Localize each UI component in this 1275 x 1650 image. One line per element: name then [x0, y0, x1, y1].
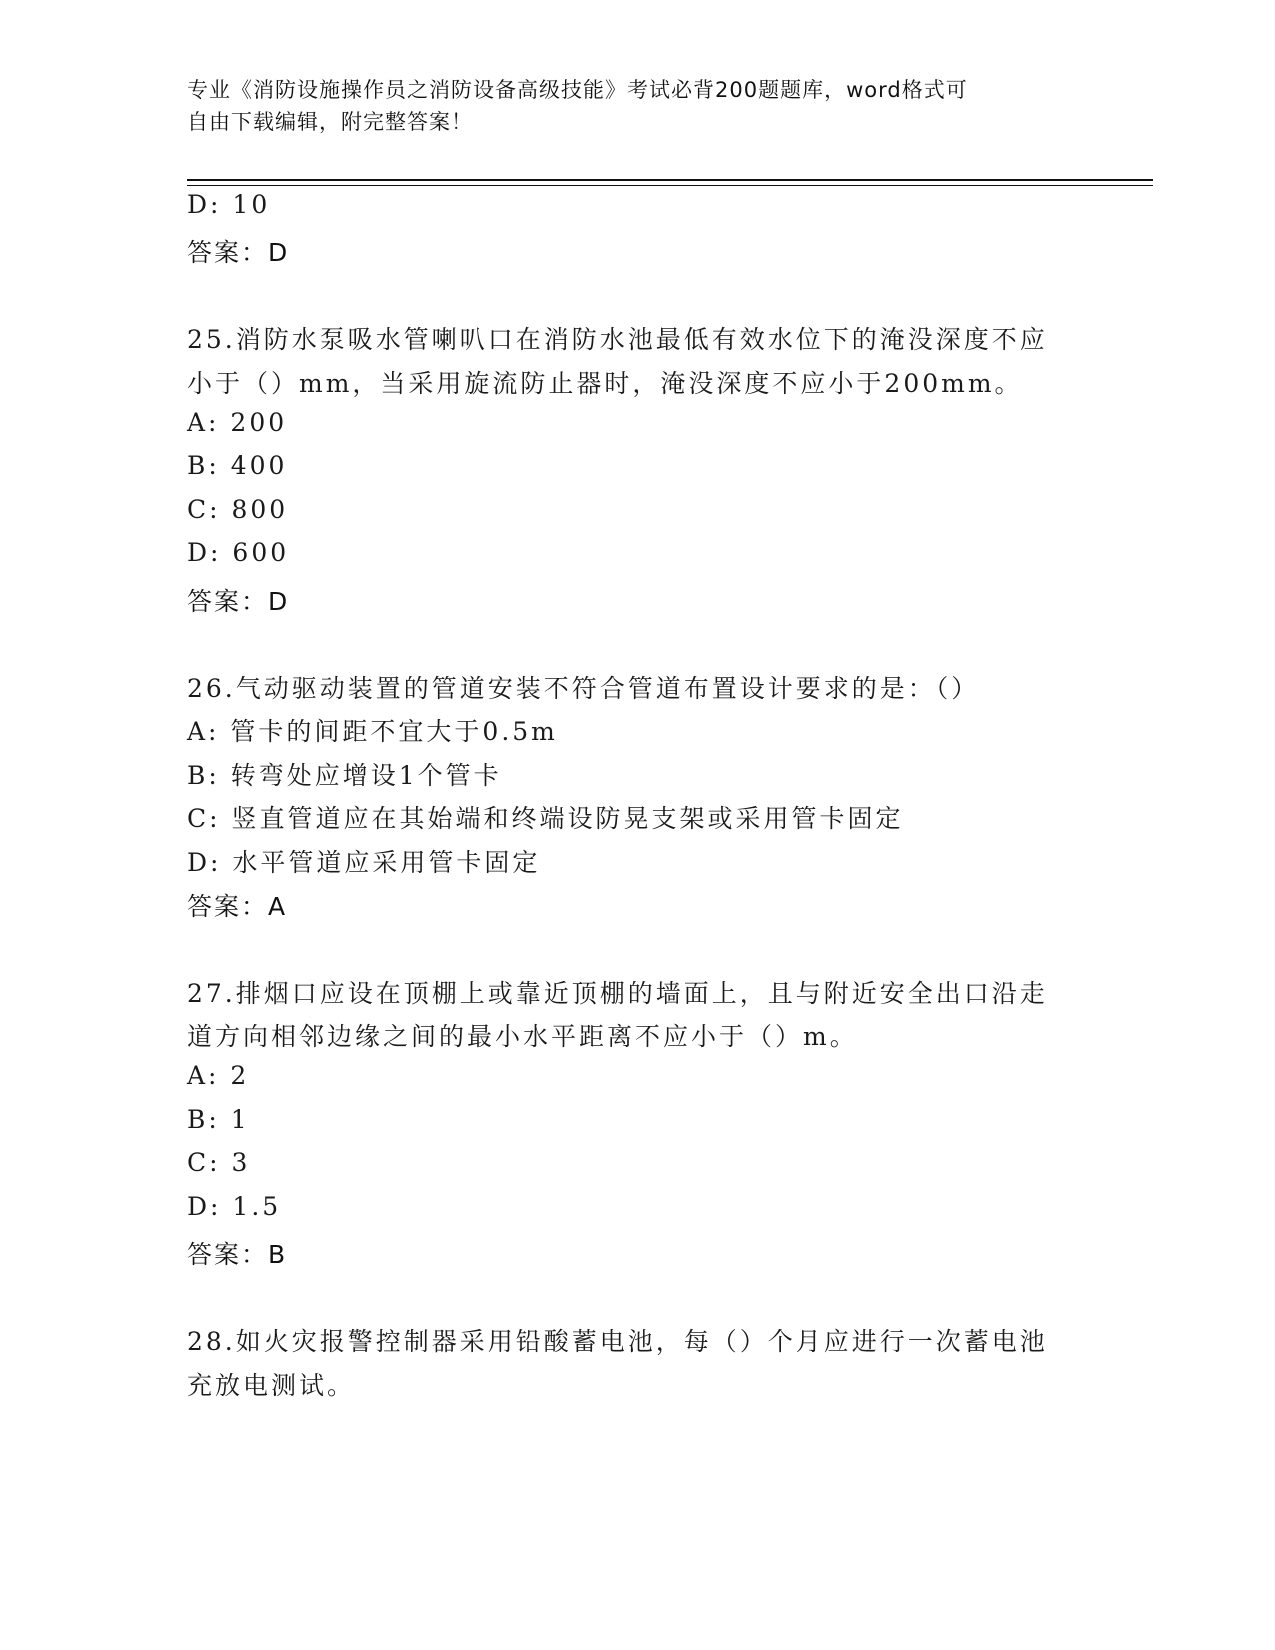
q28-stem-line-2: 充放电测试。	[187, 1371, 356, 1400]
prev-answer: 答案：D	[187, 238, 290, 267]
q27-stem-line-1: 27.排烟口应设在顶棚上或靠近顶棚的墙面上，且与附近安全出口沿走	[187, 979, 1048, 1008]
q26-option-c: C: 竖直管道应在其始端和终端设防晃支架或采用管卡固定	[187, 804, 904, 833]
q25-option-a: A: 200	[187, 408, 288, 437]
q27-option-a: A: 2	[187, 1061, 250, 1090]
q26-option-a: A: 管卡的间距不宜大于0.5m	[187, 717, 558, 746]
q28-stem-line-1: 28.如火灾报警控制器采用铅酸蓄电池，每（）个月应进行一次蓄电池	[187, 1327, 1048, 1356]
document-header	[187, 74, 1087, 138]
header-divider-thick	[187, 179, 1153, 181]
q25-option-c: C: 800	[187, 495, 289, 524]
q26-option-d: D: 水平管道应采用管卡固定	[187, 848, 541, 877]
header-divider-thin	[187, 185, 1153, 186]
prev-option-d: D: 10	[187, 190, 271, 219]
header-line-1: 专业《消防设施操作员之消防设备高级技能》考试必背200题题库，word格式可	[187, 78, 968, 102]
q26-stem-line-1: 26.气动驱动装置的管道安装不符合管道布置设计要求的是：（）	[187, 674, 980, 703]
q25-stem-line-2: 小于（）mm，当采用旋流防止器时，淹没深度不应小于200mm。	[187, 369, 1023, 398]
q27-option-b: B: 1	[187, 1105, 250, 1134]
header-line-2: 自由下载编辑，附完整答案！	[187, 110, 473, 134]
q25-stem-line-1: 25.消防水泵吸水管喇叭口在消防水池最低有效水位下的淹没深度不应	[187, 325, 1048, 354]
q27-option-c: C: 3	[187, 1148, 251, 1177]
q26-option-b: B: 转弯处应增设1个管卡	[187, 761, 502, 790]
q25-option-b: B: 400	[187, 451, 288, 480]
q25-answer: 答案：D	[187, 587, 290, 616]
q27-answer: 答案：B	[187, 1240, 288, 1269]
q25-option-d: D: 600	[187, 538, 290, 567]
q27-option-d: D: 1.5	[187, 1192, 282, 1221]
q26-answer: 答案：A	[187, 892, 288, 921]
q27-stem-line-2: 道方向相邻边缘之间的最小水平距离不应小于（）m。	[187, 1022, 858, 1051]
